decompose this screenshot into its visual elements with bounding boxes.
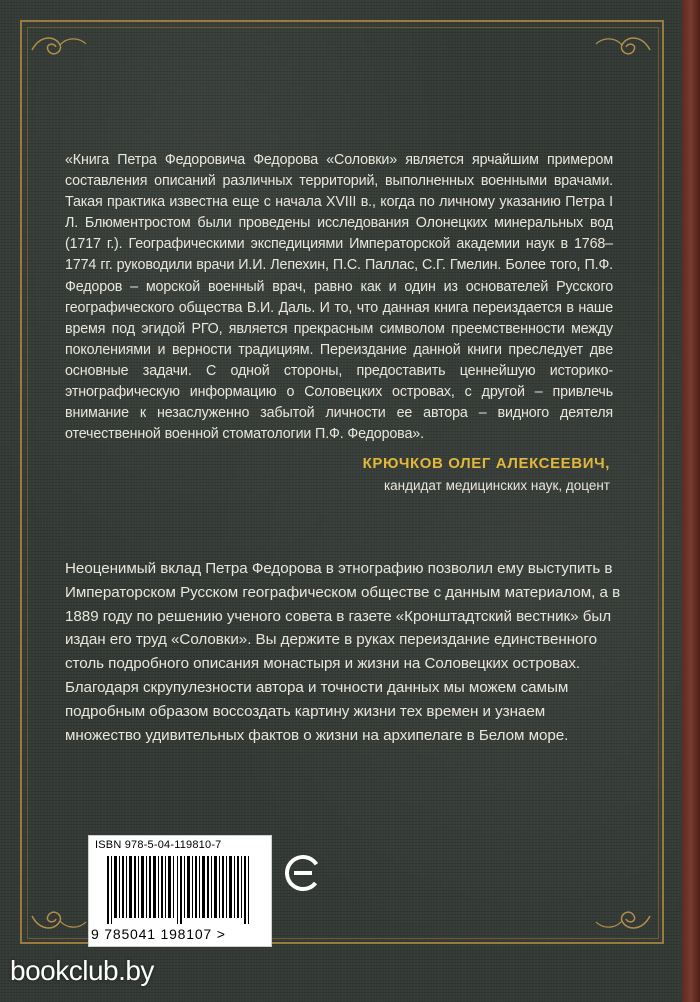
ornament-corner-icon bbox=[30, 896, 90, 936]
site-watermark: bookclub.by bbox=[10, 955, 154, 986]
ornament-corner-icon bbox=[592, 30, 652, 70]
book-spine-edge bbox=[682, 0, 700, 1002]
review-paragraph: «Книга Петра Федоровича Федорова «Соловки» является ярчайшим примером составления описаний различных территорий, выполненных военными врачами. Такая практика известна еще с начала XVIII в., когда по личному указанию Петра I Л. Блюментростом были проведены исследования Олонецких минеральных вод (1717 г.). Географическими экспедициями Императорской академии наук в 1768–1774 гг. руководили врачи И.И. Лепехин, П.С. Паллас, С.Г. Гмелин. Более того, П.Ф. Федоров – морской военный врач, равно как и один из основателей Русского географического общества В.И. Даль. И то, что данная книга переиздается в наше время под эгидой РГО, является прекрасным символом преемственности между поколениями и верности традициям. Переиздание данной книги преследует две основные задачи. С одной стороны, предоставить ценнейшую историко-этнографическую информацию о Соловецких островах, с другой – привлечь внимание к незаслуженно забытой личности ее автора – видного деятеля отечественной военной стоматологии П.Ф. Федорова». bbox=[65, 152, 613, 443]
review-author-title: кандидат медицинских наук, доцент bbox=[383, 478, 610, 493]
barcode-number: 9 785041 198107 > bbox=[91, 926, 226, 942]
book-description-paragraph: Неоценимый вклад Петра Федорова в этнографию позволил ему выступить в Императорском Русском географическом обществе с данным материалом, а в 1889 году по решению ученого совета в газете «Кронштадтский вестник» был издан его труд «Соловки». Вы держите в руках переиздание единственного столь подробного описания монастыря и жизни на Соловецких островах. Благодаря скрупулезности автора и точности данных мы можем самым подробным образом воссоздать картину жизни тех времен и узнаем множество удивительных фактов о жизни на архипелаге в Белом море. bbox=[65, 560, 621, 744]
ornament-corner-icon bbox=[592, 896, 652, 936]
review-author-name: КРЮЧКОВ ОЛЕГ АЛЕКСЕЕВИЧ, bbox=[362, 455, 610, 472]
isbn-barcode-box bbox=[88, 835, 272, 947]
isbn-label: ISBN 978-5-04-119810-7 bbox=[95, 839, 222, 851]
ornament-corner-icon bbox=[30, 30, 90, 70]
publisher-logo-icon bbox=[285, 855, 321, 891]
barcode-icon bbox=[107, 856, 253, 924]
